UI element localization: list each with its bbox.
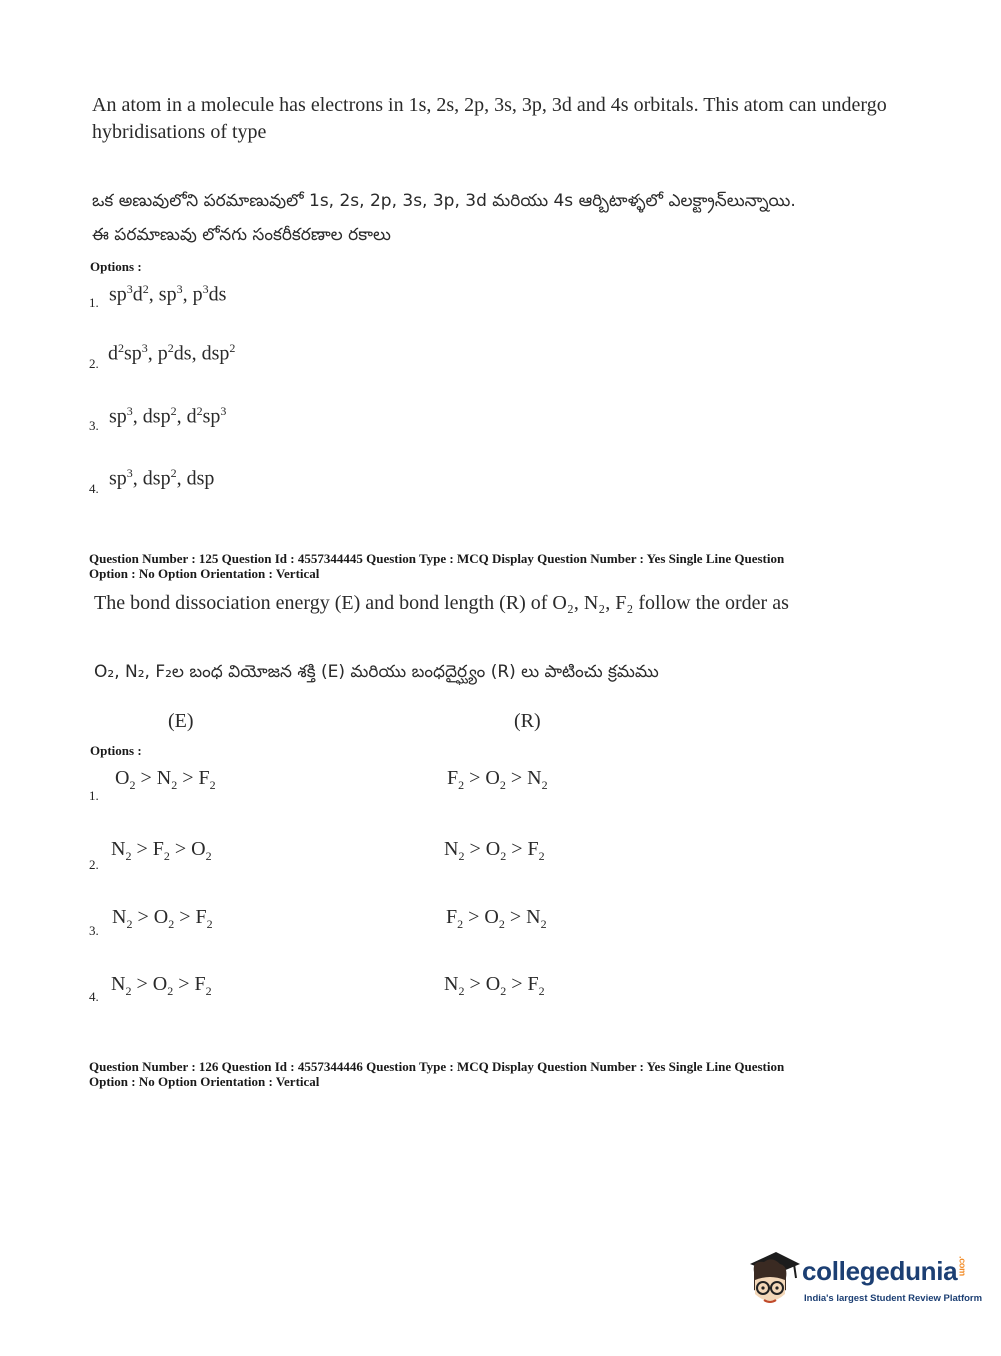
species: N bbox=[112, 906, 127, 928]
brand-name bbox=[802, 1256, 967, 1287]
q125-question-english: The bond dissociation energy (E) and bond length (R) of O₂, N₂, F₂ follow the order as bbox=[94, 592, 789, 614]
q124-option-4: $sp^3$, dsp$^2$, dsp bbox=[109, 466, 215, 490]
q125-column-r-header: (R) bbox=[514, 710, 541, 732]
q124-option-2: $d^2sp^3$, $p^2ds$, dsp$^2$ bbox=[108, 341, 236, 365]
species: N bbox=[111, 973, 126, 995]
q125-option-2-energy-order: $N_2 > F_2 > O_2$ bbox=[111, 838, 212, 863]
species: O bbox=[191, 838, 206, 860]
q125-option-1-energy-order: $O_2 > N_2 > F_2$ bbox=[115, 767, 216, 792]
species: F bbox=[152, 838, 164, 860]
q124-options-label: Options : bbox=[90, 259, 142, 274]
species: O bbox=[152, 973, 168, 995]
q126-meta-line2: Option : No Option Orientation : Vertical bbox=[89, 1074, 320, 1089]
q125-option-1-number: 1. bbox=[89, 788, 99, 803]
species: N bbox=[156, 767, 172, 789]
q124-option-3: $sp^3$, dsp$^2$, $d^2sp^3$ bbox=[109, 404, 227, 428]
q125-option-1-length-order: $F_2 > O_2 > N_2$ bbox=[447, 767, 548, 792]
q124-option-2-number: 2. bbox=[89, 356, 99, 371]
q125-question-telugu: O₂, N₂, F₂ల బంధ వియోజన శక్తి (E) మరియు బంధదైర్ఘ్యం (R) లు పాటించు క్రమము bbox=[94, 662, 659, 682]
q125-option-4-length-order: $N_2 > O_2 > F_2$ bbox=[444, 973, 545, 998]
species: F bbox=[195, 906, 207, 928]
q125-column-e-header: (E) bbox=[168, 710, 194, 732]
species: O bbox=[484, 906, 499, 928]
q124-option-4-number: 4. bbox=[89, 481, 99, 496]
species: N bbox=[444, 973, 459, 995]
q126-meta-line1: Question Number : 126 Question Id : 4557344446 Question Type : MCQ Display Question Number : Yes Single Line Question bbox=[89, 1059, 785, 1074]
species: O bbox=[153, 906, 169, 928]
species: F bbox=[194, 973, 206, 995]
q124-question-telugu-line2: ఈ పరమాణువు లోనగు సంకరీకరణాల రకాలు bbox=[92, 225, 391, 245]
species: F bbox=[198, 767, 210, 789]
q125-option-3-number: 3. bbox=[89, 923, 99, 938]
collegedunia-logo bbox=[742, 1250, 983, 1314]
species: F bbox=[446, 906, 458, 928]
q124-question-telugu-line1: ఒక అణువులోని పరమాణువులో 1s, 2s, 2p, 3s, 3p, 3d మరియు 4s ఆర్బిటాళ్ళలో ఎలక్ట్రాన్‌లున్నాయి. bbox=[92, 191, 796, 211]
q125-meta bbox=[89, 551, 909, 581]
brand-tld: .com bbox=[957, 1256, 968, 1276]
brand-text: collegedunia bbox=[802, 1256, 958, 1286]
brand-tagline: India's largest Student Review Platform bbox=[804, 1293, 983, 1304]
species: F bbox=[447, 767, 459, 789]
species: N bbox=[111, 838, 126, 860]
q124-option-3-number: 3. bbox=[89, 418, 99, 433]
q125-meta-line1: Question Number : 125 Question Id : 4557344445 Question Type : MCQ Display Question Number : Yes Single Line Question bbox=[89, 551, 785, 566]
q125-option-4-energy-order: $N_2 > O_2 > F_2$ bbox=[111, 973, 212, 998]
species: O bbox=[485, 973, 501, 995]
species: N bbox=[444, 838, 459, 860]
q124-option-1: $sp^3d^2$, $sp^3$, $p^3ds$ bbox=[109, 282, 227, 306]
species: O bbox=[485, 838, 501, 860]
q125-option-2-length-order: $N_2 > O_2 > F_2$ bbox=[444, 838, 545, 863]
q125-options-label: Options : bbox=[90, 743, 142, 758]
q125-option-2-number: 2. bbox=[89, 857, 99, 872]
q125-option-3-energy-order: $N_2 > O_2 > F_2$ bbox=[112, 906, 213, 931]
q125-option-3-length-order: $F_2 > O_2 > N_2$ bbox=[446, 906, 547, 931]
q125-meta-line2: Option : No Option Orientation : Vertical bbox=[89, 566, 320, 581]
species: F bbox=[527, 838, 539, 860]
mascot-icon bbox=[742, 1250, 800, 1310]
q124-question-english: An atom in a molecule has electrons in 1s, 2s, 2p, 3s, 3p, 3d and 4s orbitals. This atom can undergo hybridisations of type bbox=[92, 94, 887, 143]
q124-option-1-number: 1. bbox=[89, 295, 99, 310]
species: N bbox=[526, 906, 541, 928]
species: O bbox=[485, 767, 500, 789]
species: F bbox=[527, 973, 539, 995]
species: O bbox=[115, 767, 130, 789]
q125-option-4-number: 4. bbox=[89, 989, 99, 1004]
q126-meta bbox=[89, 1059, 909, 1089]
species: N bbox=[527, 767, 542, 789]
